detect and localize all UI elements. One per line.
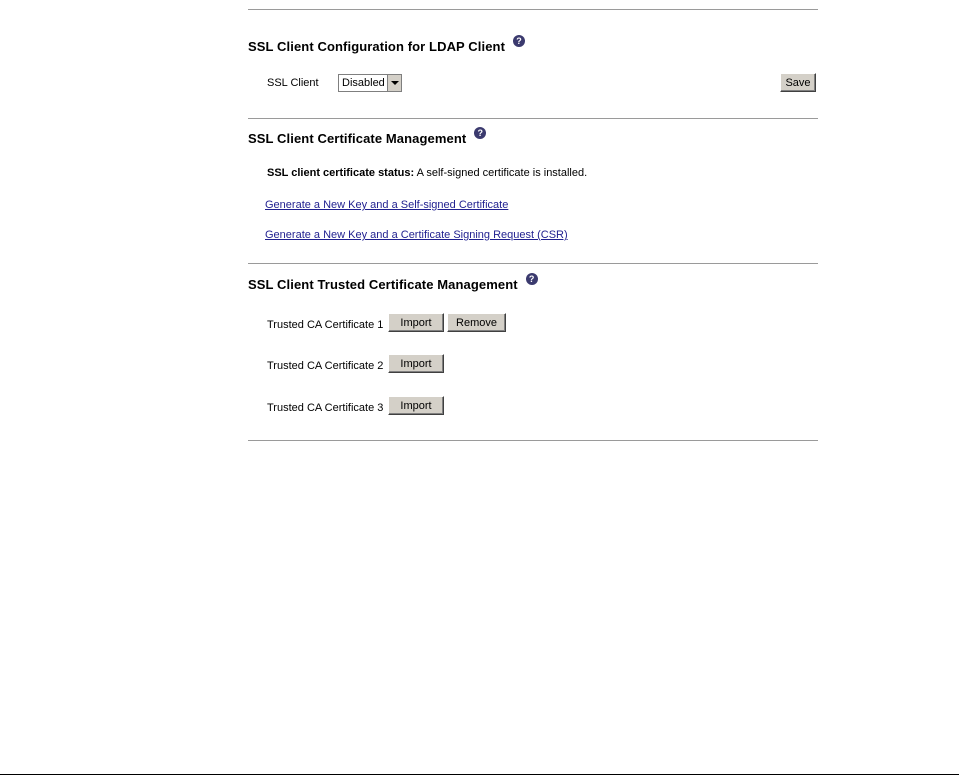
divider-top: [248, 9, 818, 10]
help-icon[interactable]: ?: [526, 273, 538, 285]
ssl-client-select[interactable]: [338, 74, 402, 92]
divider-3: [248, 440, 818, 441]
trusted-ca-2-label: Trusted CA Certificate 2: [267, 360, 384, 372]
chevron-down-icon[interactable]: [387, 75, 401, 91]
ldap-section-title: [248, 36, 525, 54]
trusted-section-title: [248, 274, 538, 292]
cert-status-label: SSL client certificate status:: [267, 167, 415, 179]
cert-section-title-text: SSL Client Certificate Management: [248, 131, 467, 146]
divider-1: [248, 118, 818, 119]
help-icon[interactable]: ?: [513, 35, 525, 47]
trusted-ca-1-remove-button[interactable]: Remove: [447, 313, 506, 332]
ldap-section-title-text: SSL Client Configuration for LDAP Client: [248, 39, 506, 54]
save-button[interactable]: Save: [780, 73, 816, 92]
ssl-client-label: SSL Client: [267, 77, 319, 89]
trusted-ca-1-import-button[interactable]: Import: [388, 313, 444, 332]
trusted-ca-3-import-button[interactable]: Import: [388, 396, 444, 415]
generate-csr-link[interactable]: Generate a New Key and a Certificate Signing Request (CSR): [265, 229, 568, 241]
ssl-client-select-value: Disabled: [342, 77, 385, 89]
cert-status: [267, 167, 587, 179]
cert-status-value: A self-signed certificate is installed.: [416, 167, 588, 179]
cert-section-title: [248, 128, 486, 146]
page-bottom-rule: [0, 774, 959, 775]
trusted-section-title-text: SSL Client Trusted Certificate Management: [248, 277, 518, 292]
divider-2: [248, 263, 818, 264]
generate-self-signed-link[interactable]: Generate a New Key and a Self-signed Certificate: [265, 199, 509, 211]
help-icon[interactable]: ?: [474, 127, 486, 139]
trusted-ca-1-label: Trusted CA Certificate 1: [267, 319, 384, 331]
trusted-ca-2-import-button[interactable]: Import: [388, 354, 444, 373]
trusted-ca-3-label: Trusted CA Certificate 3: [267, 402, 384, 414]
